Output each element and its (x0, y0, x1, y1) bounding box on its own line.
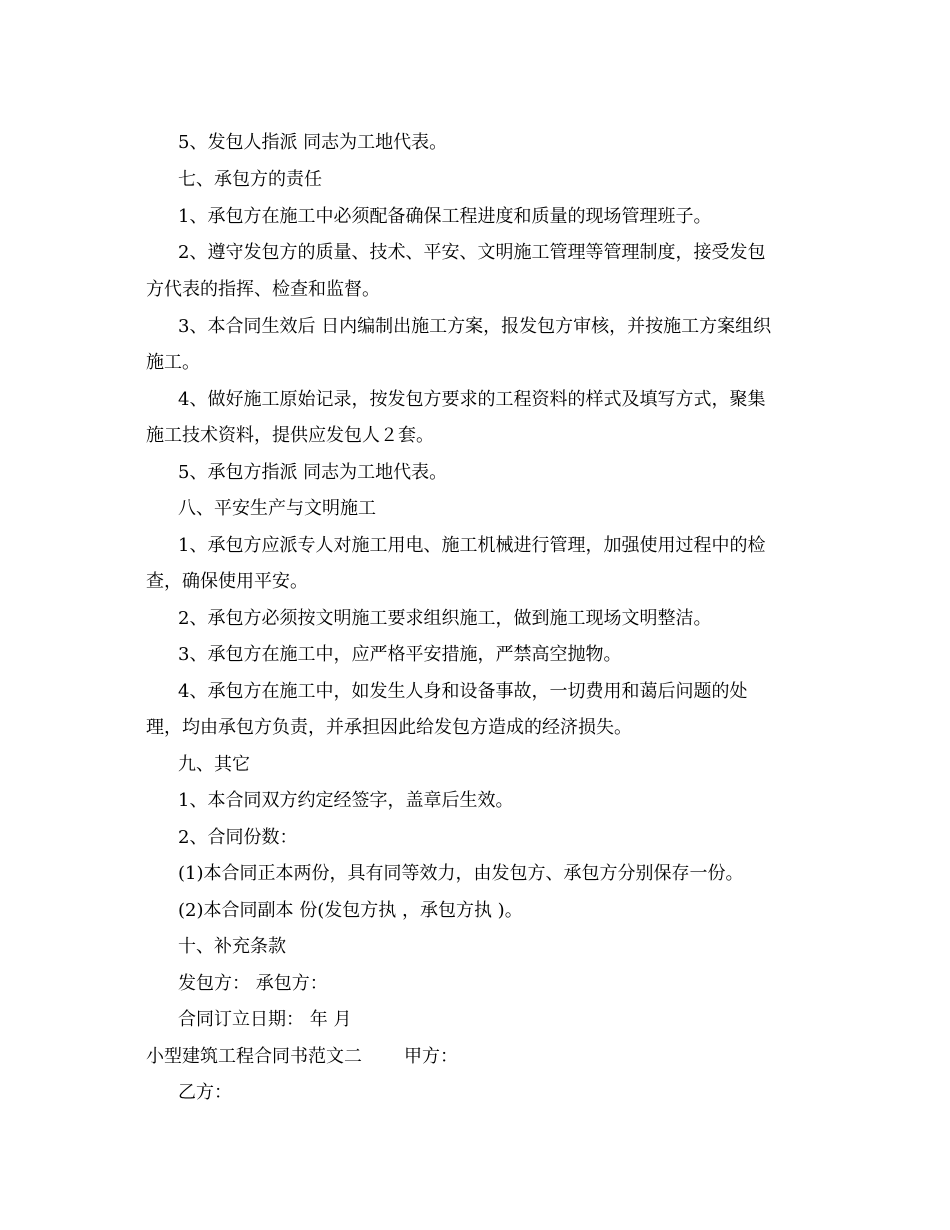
paragraph-line: 施工。 (146, 352, 200, 373)
paragraph-line: 3、承包方在施工中，应严格平安措施，严禁高空抛物。 (178, 644, 622, 665)
paragraph-line: 1、承包方应派专人对施工用电、施工机械进行管理，加强使用过程中的检 (178, 535, 766, 556)
paragraph-line: 1、本合同双方约定经签字，盖章后生效。 (178, 790, 514, 811)
contract-date-line: 合同订立日期： 年 月 (178, 1009, 352, 1030)
paragraph-line: 5、承包方指派 同志为工地代表。 (178, 462, 448, 483)
paragraph-line: 5、发包人指派 同志为工地代表。 (178, 132, 448, 153)
paragraph-line: 2、承包方必须按文明施工要求组织施工，做到施工现场文明整洁。 (178, 608, 712, 629)
paragraph-line: (1)本合同正本两份，具有同等效力，由发包方、承包方分别保存一份。 (178, 863, 744, 884)
section-heading: 九、其它 (178, 754, 250, 775)
paragraph-line: 1、承包方在施工中必须配备确保工程进度和质量的现场管理班子。 (178, 206, 712, 227)
paragraph-line: 理，均由承包方负责，并承担因此给发包方造成的经济损失。 (146, 717, 632, 738)
section-heading: 七、承包方的责任 (178, 169, 322, 190)
paragraph-line: 2、合同份数： (178, 827, 298, 848)
paragraph-line: 4、承包方在施工中，如发生人身和设备事故，一切费用和蔼后问题的处 (178, 681, 748, 702)
paragraph-line: (2)本合同副本 份(发包方执 ，承包方执 )。 (178, 900, 523, 921)
paragraph-line: 3、本合同生效后 日内编制出施工方案，报发包方审核，并按施工方案组织 (178, 316, 772, 337)
party-b-label: 乙方： (178, 1082, 232, 1103)
paragraph-line: 4、做好施工原始记录，按发包方要求的工程资料的样式及填写方式，聚集 (178, 389, 766, 410)
section-heading: 十、补充条款 (178, 936, 286, 957)
paragraph-line: 方代表的指挥、检查和监督。 (146, 279, 380, 300)
paragraph-line: 查，确保使用平安。 (146, 571, 308, 592)
signature-line: 发包方： 承包方： (178, 973, 328, 994)
paragraph-line: 2、遵守发包方的质量、技术、平安、文明施工管理等管理制度，接受发包 (178, 242, 766, 263)
paragraph-line: 施工技术资料，提供应发包人２套。 (146, 425, 434, 446)
section-heading: 八、平安生产与文明施工 (178, 498, 376, 519)
second-contract-header (146, 1045, 458, 1069)
party-a-label: 甲方： (404, 1046, 458, 1067)
second-contract-title: 小型建筑工程合同书范文二 (146, 1046, 362, 1067)
